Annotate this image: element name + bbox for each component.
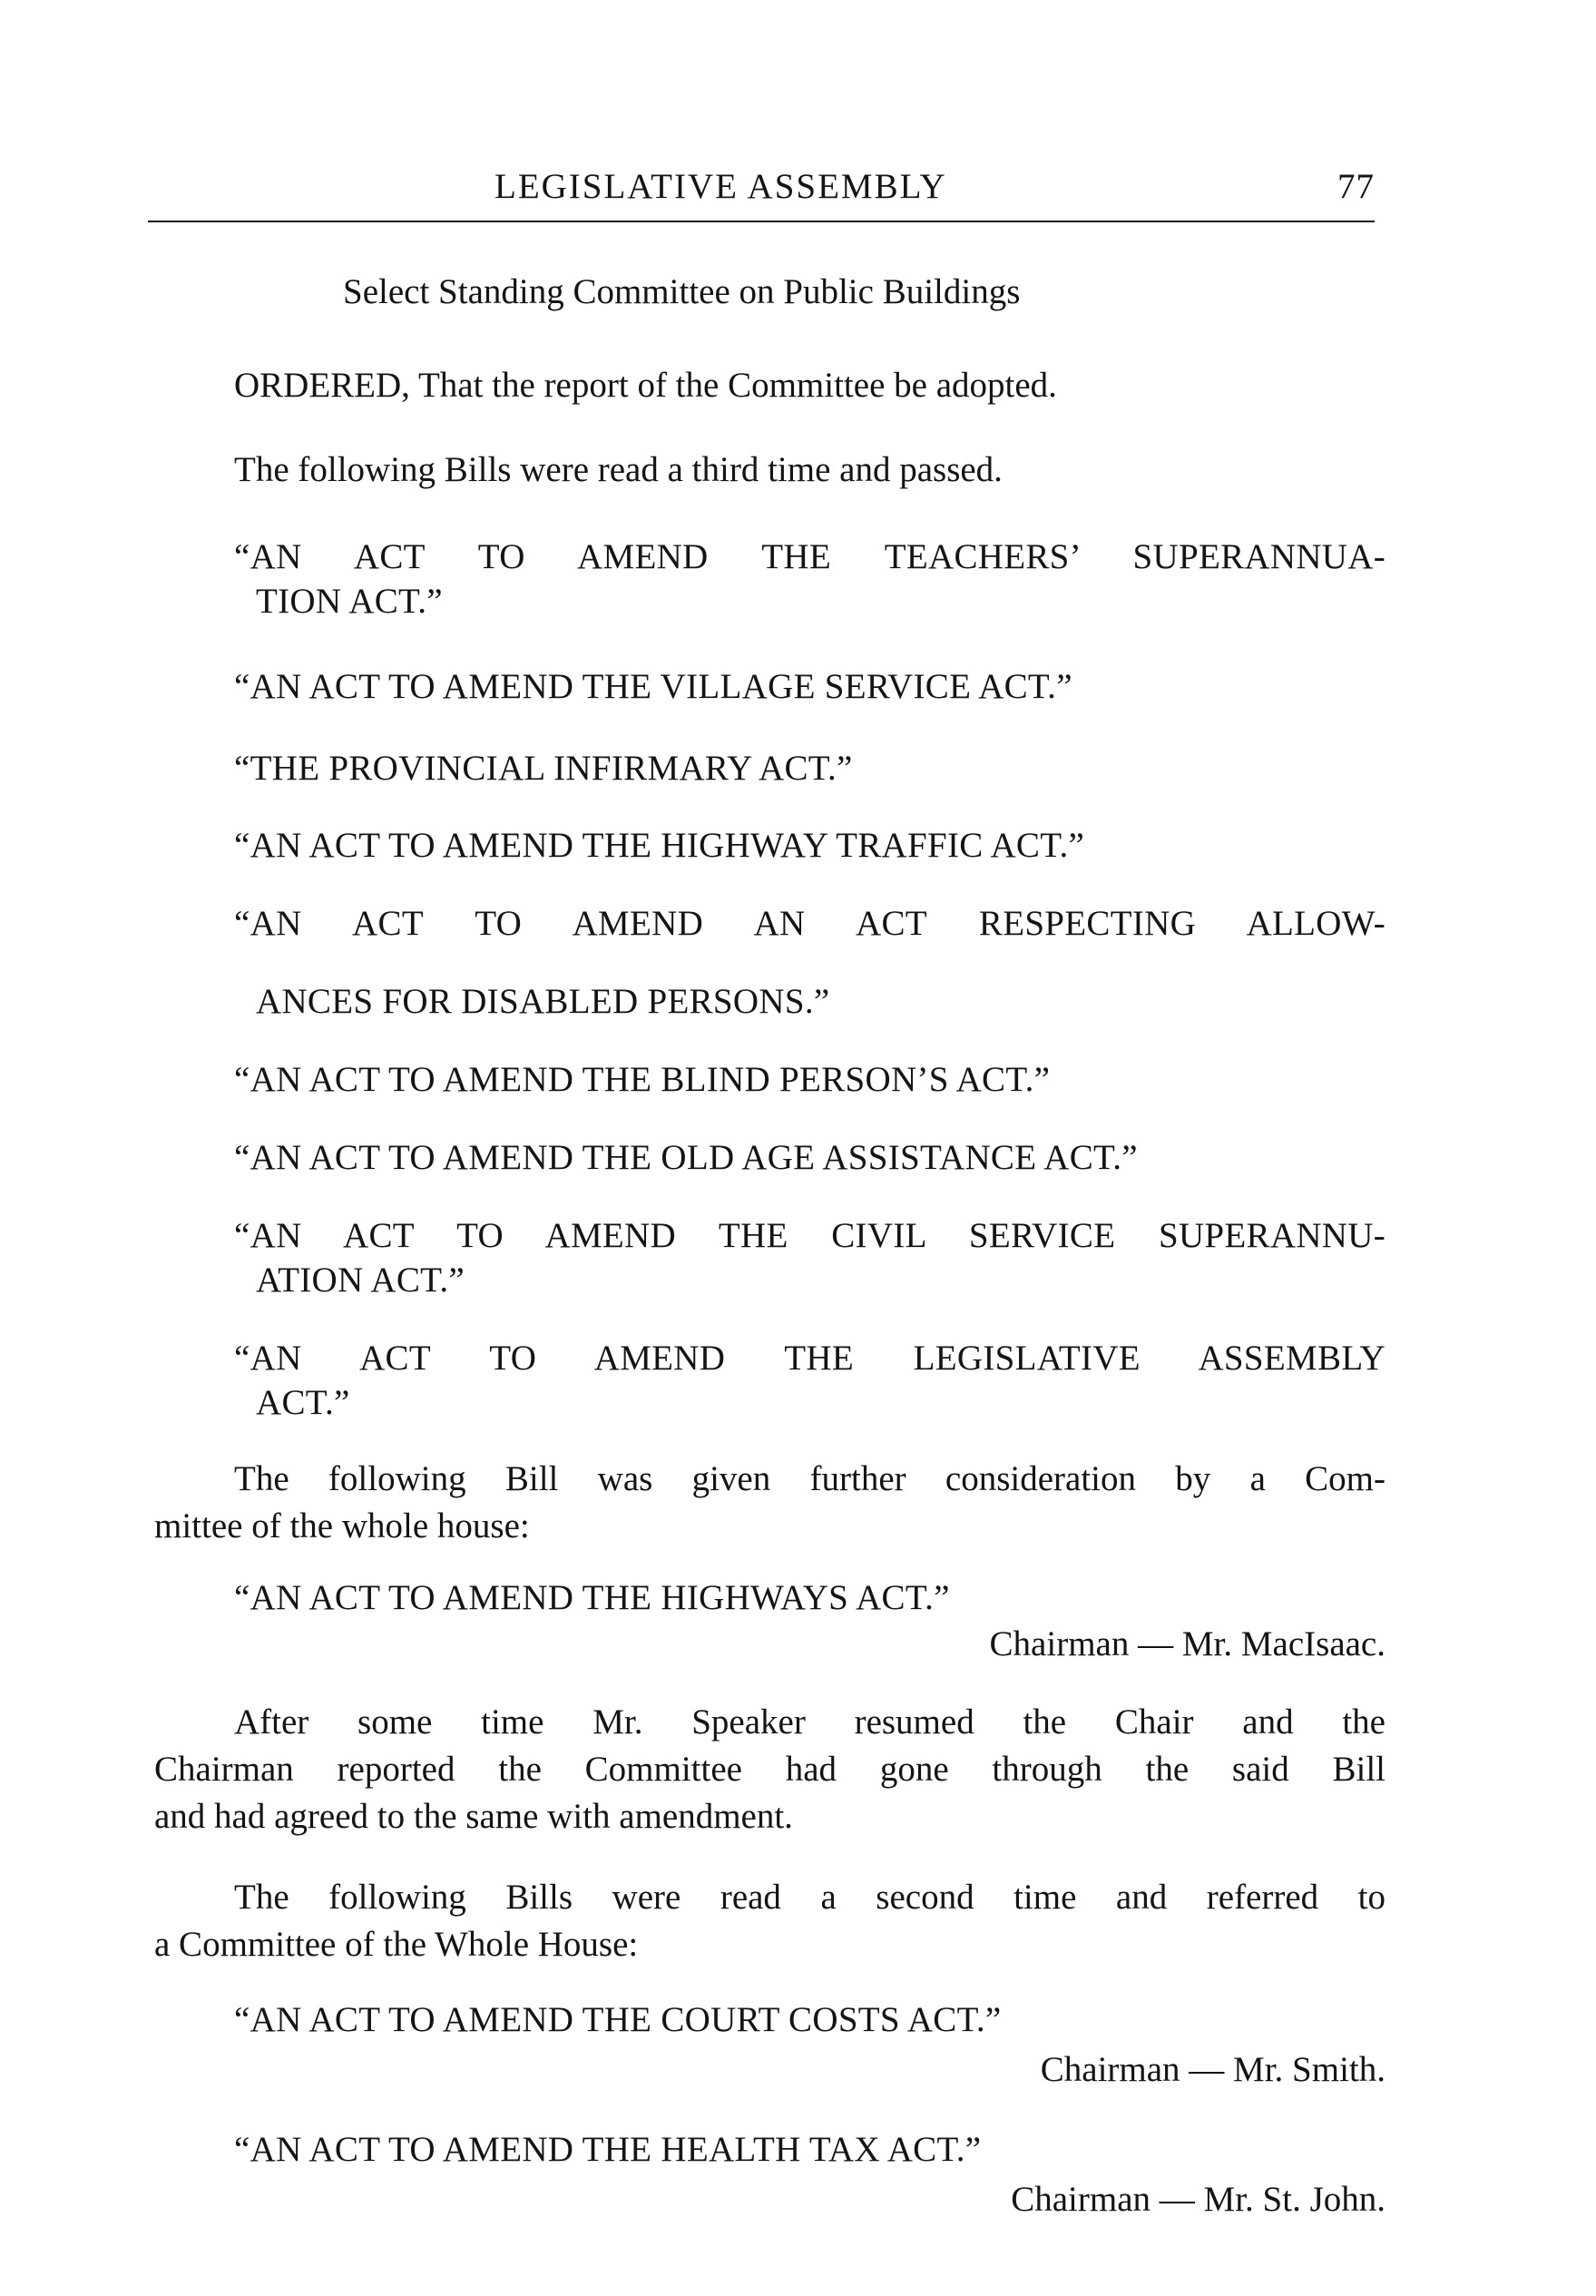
bill-village-service: “AN ACT TO AMEND THE VILLAGE SERVICE ACT.”: [234, 667, 1072, 706]
running-header: [148, 166, 1375, 221]
court-costs-chairman: Chairman — Mr. Smith.: [1040, 2050, 1385, 2089]
bill-health-tax: “AN ACT TO AMEND THE HEALTH TAX ACT.”: [234, 2130, 982, 2169]
page-number: 77: [1337, 167, 1375, 206]
running-header-title: LEGISLATIVE ASSEMBLY: [494, 167, 947, 206]
bill-highways: “AN ACT TO AMEND THE HIGHWAYS ACT.”: [234, 1578, 950, 1617]
bill-highway-traffic: “AN ACT TO AMEND THE HIGHWAY TRAFFIC ACT.”: [234, 826, 1085, 865]
speaker-report-line-3: and had agreed to the same with amendment.: [154, 1797, 793, 1836]
bill-disabled-persons-line-2: ANCES FOR DISABLED PERSONS.”: [256, 982, 830, 1021]
bill-blind-persons: “AN ACT TO AMEND THE BLIND PERSON’S ACT.”: [234, 1060, 1051, 1099]
second-reading-intro-line-2: a Committee of the Whole House:: [154, 1925, 639, 1964]
bill-teachers-superannuation-line-2: TION ACT.”: [256, 582, 443, 621]
committee-intro-line-1: The following Bill was given further consideration by a Com-: [234, 1459, 1385, 1498]
bill-civil-service-superannuation-line-2: ATION ACT.”: [256, 1261, 465, 1300]
third-reading-intro: The following Bills were read a third time and passed.: [234, 450, 1003, 489]
committee-heading: Select Standing Committee on Public Buildings: [343, 272, 1021, 311]
committee-intro-line-2: mittee of the whole house:: [154, 1506, 530, 1545]
second-reading-intro-line-1: The following Bills were read a second time and referred to: [234, 1878, 1385, 1917]
bill-provincial-infirmary: “THE PROVINCIAL INFIRMARY ACT.”: [234, 749, 853, 788]
bill-legislative-assembly-line-2: ACT.”: [256, 1383, 350, 1422]
bill-old-age-assistance: “AN ACT TO AMEND THE OLD AGE ASSISTANCE ACT.”: [234, 1138, 1138, 1177]
bill-court-costs: “AN ACT TO AMEND THE COURT COSTS ACT.”: [234, 2000, 1002, 2039]
bill-civil-service-superannuation-line-1: “AN ACT TO AMEND THE CIVIL SERVICE SUPERANNU-: [234, 1216, 1385, 1255]
health-tax-chairman: Chairman — Mr. St. John.: [1011, 2180, 1385, 2219]
bill-disabled-persons-line-1: “AN ACT TO AMEND AN ACT RESPECTING ALLOW-: [234, 904, 1385, 943]
highways-chairman: Chairman — Mr. MacIsaac.: [989, 1624, 1385, 1663]
ordered-paragraph: ORDERED, That the report of the Committee be adopted.: [234, 366, 1057, 405]
bill-legislative-assembly-line-1: “AN ACT TO AMEND THE LEGISLATIVE ASSEMBLY: [234, 1339, 1385, 1378]
header-rule: [148, 221, 1375, 222]
speaker-report-line-2: Chairman reported the Committee had gone through the said Bill: [154, 1750, 1385, 1789]
bill-teachers-superannuation-line-1: “AN ACT TO AMEND THE TEACHERS’ SUPERANNUA-: [234, 537, 1385, 576]
speaker-report-line-1: After some time Mr. Speaker resumed the Chair and the: [234, 1702, 1385, 1742]
